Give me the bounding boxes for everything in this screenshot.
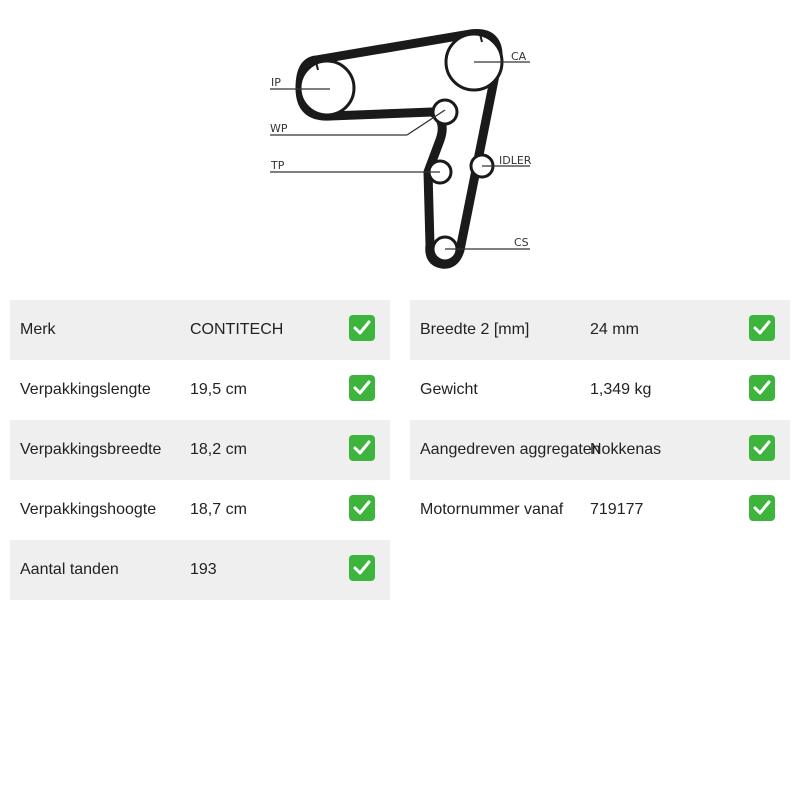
label-tp: TP xyxy=(271,159,285,172)
check-mark-icon xyxy=(749,495,775,521)
ip-pulley xyxy=(300,61,354,115)
spec-value: CONTITECH xyxy=(190,321,284,338)
check-mark-icon xyxy=(749,315,775,341)
spec-value: 19,5 cm xyxy=(190,381,247,398)
check-mark-icon xyxy=(749,435,775,461)
spec-label: Motornummer vanaf xyxy=(420,501,564,518)
check-mark-icon xyxy=(349,555,375,581)
spec-row xyxy=(410,480,790,540)
belt-routing-diagram xyxy=(250,20,550,280)
spec-value: 18,7 cm xyxy=(190,501,247,518)
spec-row xyxy=(10,420,390,480)
spec-label: Breedte 2 [mm] xyxy=(420,321,530,338)
spec-row xyxy=(10,540,390,600)
spec-row xyxy=(10,360,390,420)
label-ca: CA xyxy=(511,50,527,63)
label-wp: WP xyxy=(270,122,288,135)
spec-table-right xyxy=(410,300,790,540)
check-mark-icon xyxy=(349,435,375,461)
spec-label: Verpakkingshoogte xyxy=(20,501,157,518)
spec-row xyxy=(410,300,790,360)
spec-row xyxy=(10,300,390,360)
spec-value: 18,2 cm xyxy=(190,441,247,458)
belt-diagram-svg xyxy=(250,20,550,280)
check-mark-icon xyxy=(349,495,375,521)
spec-row xyxy=(10,480,390,540)
spec-label: Verpakkingslengte xyxy=(20,381,151,398)
spec-row xyxy=(410,360,790,420)
label-ip: IP xyxy=(271,76,281,89)
spec-value: 193 xyxy=(190,561,217,578)
spec-label: Merk xyxy=(20,321,56,338)
check-mark-icon xyxy=(349,375,375,401)
wp-pulley xyxy=(433,100,457,124)
spec-label: Aantal tanden xyxy=(20,561,119,578)
spec-label: Aangedreven aggregaten xyxy=(420,441,601,458)
spec-row xyxy=(410,420,790,480)
spec-value: 1,349 kg xyxy=(590,381,652,398)
spec-value: Nokkenas xyxy=(590,441,662,458)
check-mark-icon xyxy=(349,315,375,341)
check-mark-icon xyxy=(749,375,775,401)
spec-value: 719177 xyxy=(590,501,644,518)
spec-value: 24 mm xyxy=(590,321,639,338)
label-cs: CS xyxy=(514,236,529,249)
spec-label: Verpakkingsbreedte xyxy=(20,441,162,458)
label-idler: IDLER xyxy=(499,154,532,167)
spec-table-left xyxy=(10,300,390,600)
spec-label: Gewicht xyxy=(420,381,478,398)
